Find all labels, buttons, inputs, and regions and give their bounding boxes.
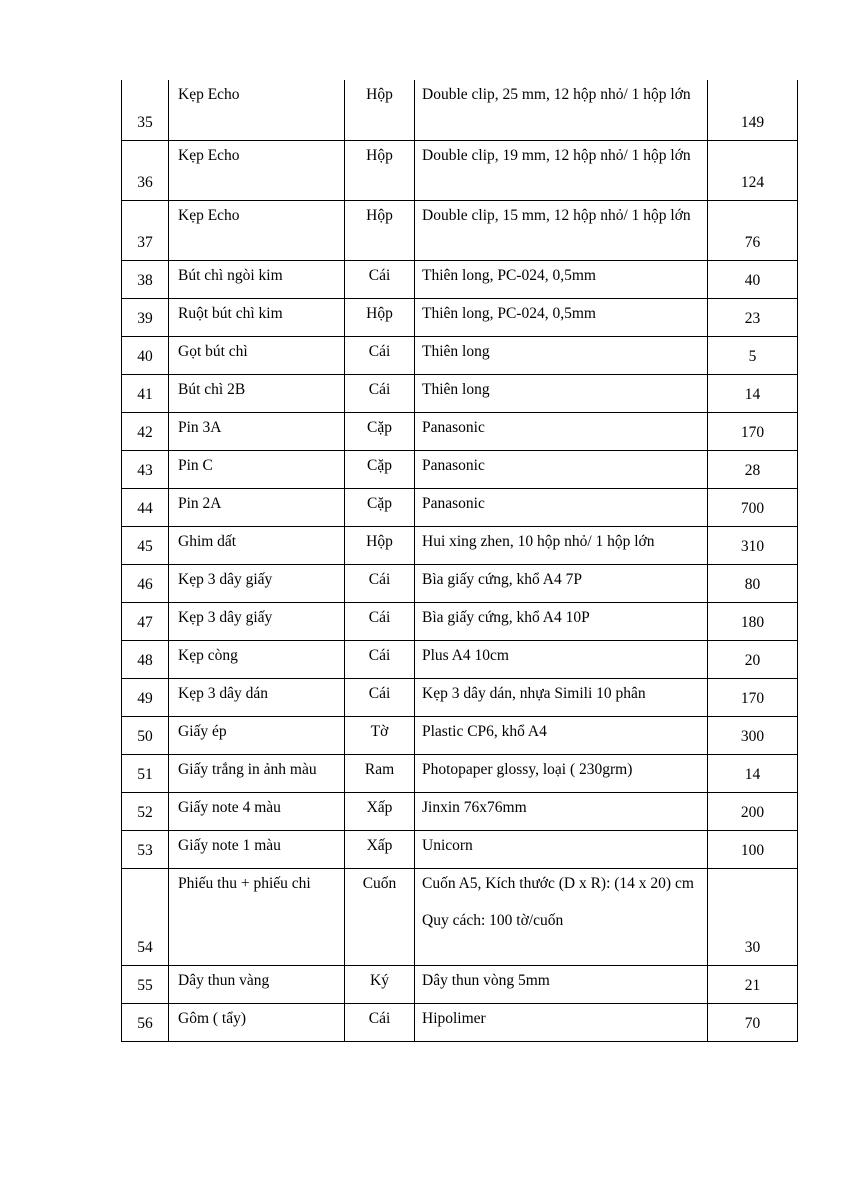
quantity-cell: 40 [708,260,798,298]
quantity-cell: 14 [708,374,798,412]
table-row [122,450,798,488]
quantity-cell: 23 [708,298,798,336]
row-number-cell: 56 [122,1003,169,1041]
unit-cell: Hộp [345,80,415,140]
row-number-cell: 51 [122,754,169,792]
item-name-cell: Phiếu thu + phiếu chi [169,868,345,965]
item-name-cell: Kẹp 3 dây giấy [169,564,345,602]
table-row [122,716,798,754]
specification-line: Thiên long, PC-024, 0,5mm [422,304,596,322]
item-name-cell: Giấy note 4 màu [169,792,345,830]
table-row [122,602,798,640]
specification-cell [415,602,708,640]
specification-line: Cuốn A5, Kích thước (D x R): (14 x 20) cm [422,874,694,892]
item-name-cell: Kẹp 3 dây giấy [169,602,345,640]
unit-cell: Cái [345,374,415,412]
specification-line: Quy cách: 100 tờ/cuốn [422,911,564,929]
specification-cell [415,868,708,965]
quantity-cell: 124 [708,140,798,200]
table-row [122,526,798,564]
table-row [122,298,798,336]
quantity-cell: 20 [708,640,798,678]
supplies-table [121,80,798,1042]
specification-cell [415,298,708,336]
unit-cell: Hộp [345,200,415,260]
quantity-cell: 28 [708,450,798,488]
specification-line: Unicorn [422,836,473,854]
quantity-cell: 100 [708,830,798,868]
table-row [122,1003,798,1041]
quantity-cell: 30 [708,868,798,965]
specification-line: Panasonic [422,418,485,436]
unit-cell: Xấp [345,792,415,830]
row-number-cell: 38 [122,260,169,298]
quantity-cell: 76 [708,200,798,260]
specification-cell [415,792,708,830]
item-name-cell: Kẹp Echo [169,80,345,140]
specification-line: Thiên long, PC-024, 0,5mm [422,266,596,284]
table-row [122,80,798,140]
row-number-cell: 55 [122,965,169,1003]
item-name-cell: Ruột bút chì kim [169,298,345,336]
row-number-cell: 47 [122,602,169,640]
row-number-cell: 43 [122,450,169,488]
quantity-cell: 149 [708,80,798,140]
row-number-cell: 53 [122,830,169,868]
unit-cell: Ram [345,754,415,792]
row-number-cell: 49 [122,678,169,716]
specification-line: Kẹp 3 dây dán, nhựa Simili 10 phân [422,684,646,702]
unit-cell: Cái [345,640,415,678]
specification-cell [415,336,708,374]
row-number-cell: 40 [122,336,169,374]
item-name-cell: Ghim dất [169,526,345,564]
row-number-cell: 54 [122,868,169,965]
item-name-cell: Kẹp Echo [169,140,345,200]
table-row [122,412,798,450]
specification-cell [415,1003,708,1041]
specification-line: Hui xing zhen, 10 hộp nhỏ/ 1 hộp lớn [422,532,655,550]
table-body [122,80,798,1041]
row-number-cell: 50 [122,716,169,754]
quantity-cell: 21 [708,965,798,1003]
item-name-cell: Pin 3A [169,412,345,450]
quantity-cell: 170 [708,412,798,450]
unit-cell: Cuốn [345,868,415,965]
row-number-cell: 45 [122,526,169,564]
specification-cell [415,80,708,140]
row-number-cell: 41 [122,374,169,412]
item-name-cell: Giấy trắng in ảnh màu [169,754,345,792]
specification-line: Double clip, 15 mm, 12 hộp nhỏ/ 1 hộp lớn [422,206,691,224]
specification-line: Panasonic [422,456,485,474]
table-row [122,754,798,792]
unit-cell: Cặp [345,488,415,526]
specification-line: Plastic CP6, khổ A4 [422,722,547,740]
specification-cell [415,965,708,1003]
specification-line: Jinxin 76x76mm [422,798,527,816]
specification-line: Double clip, 19 mm, 12 hộp nhỏ/ 1 hộp lớn [422,146,691,164]
specification-cell [415,564,708,602]
table-row [122,965,798,1003]
quantity-cell: 14 [708,754,798,792]
specification-cell [415,412,708,450]
item-name-cell: Bút chì ngòi kim [169,260,345,298]
specification-cell [415,526,708,564]
unit-cell: Cặp [345,412,415,450]
table-row [122,140,798,200]
table-row [122,374,798,412]
specification-cell [415,374,708,412]
specification-line: Bìa giấy cứng, khổ A4 7P [422,570,582,588]
specification-line: Photopaper glossy, loại ( 230grm) [422,760,633,778]
specification-line: Bìa giấy cứng, khổ A4 10P [422,608,590,626]
unit-cell: Hộp [345,298,415,336]
quantity-cell: 700 [708,488,798,526]
item-name-cell: Dây thun vàng [169,965,345,1003]
unit-cell: Cái [345,260,415,298]
quantity-cell: 80 [708,564,798,602]
specification-cell [415,678,708,716]
item-name-cell: Gôm ( tẩy) [169,1003,345,1041]
table-row [122,640,798,678]
specification-line: Double clip, 25 mm, 12 hộp nhỏ/ 1 hộp lớn [422,86,691,103]
row-number-cell: 52 [122,792,169,830]
item-name-cell: Pin C [169,450,345,488]
specification-cell [415,640,708,678]
unit-cell: Cái [345,602,415,640]
table-row [122,260,798,298]
unit-cell: Xấp [345,830,415,868]
unit-cell: Tờ [345,716,415,754]
specification-cell [415,754,708,792]
item-name-cell: Giấy note 1 màu [169,830,345,868]
quantity-cell: 180 [708,602,798,640]
item-name-cell: Giấy ép [169,716,345,754]
row-number-cell: 48 [122,640,169,678]
quantity-cell: 300 [708,716,798,754]
specification-line: Hipolimer [422,1009,486,1027]
row-number-cell: 46 [122,564,169,602]
table-row [122,488,798,526]
row-number-cell: 37 [122,200,169,260]
specification-line: Thiên long [422,342,490,360]
row-number-cell: 39 [122,298,169,336]
specification-line: Thiên long [422,380,490,398]
item-name-cell: Bút chì 2B [169,374,345,412]
unit-cell: Ký [345,965,415,1003]
specification-cell [415,140,708,200]
table-row [122,868,798,965]
quantity-cell: 310 [708,526,798,564]
unit-cell: Cái [345,564,415,602]
quantity-cell: 170 [708,678,798,716]
unit-cell: Cái [345,678,415,716]
row-number-cell: 44 [122,488,169,526]
item-name-cell: Pin 2A [169,488,345,526]
specification-cell [415,450,708,488]
table-row [122,792,798,830]
row-number-cell: 35 [122,80,169,140]
table-row [122,336,798,374]
table-row [122,200,798,260]
table-row [122,678,798,716]
specification-line: Plus A4 10cm [422,646,509,664]
unit-cell: Cái [345,1003,415,1041]
unit-cell: Cái [345,336,415,374]
item-name-cell: Kẹp còng [169,640,345,678]
specification-cell [415,830,708,868]
specification-line: Dây thun vòng 5mm [422,971,550,989]
quantity-cell: 200 [708,792,798,830]
row-number-cell: 36 [122,140,169,200]
specification-cell [415,488,708,526]
table-row [122,830,798,868]
unit-cell: Cặp [345,450,415,488]
table-row [122,564,798,602]
item-name-cell: Kẹp 3 dây dán [169,678,345,716]
unit-cell: Hộp [345,526,415,564]
specification-cell [415,716,708,754]
quantity-cell: 70 [708,1003,798,1041]
quantity-cell: 5 [708,336,798,374]
specification-line: Panasonic [422,494,485,512]
item-name-cell: Gọt bút chì [169,336,345,374]
item-name-cell: Kẹp Echo [169,200,345,260]
specification-cell [415,260,708,298]
specification-cell [415,200,708,260]
unit-cell: Hộp [345,140,415,200]
row-number-cell: 42 [122,412,169,450]
